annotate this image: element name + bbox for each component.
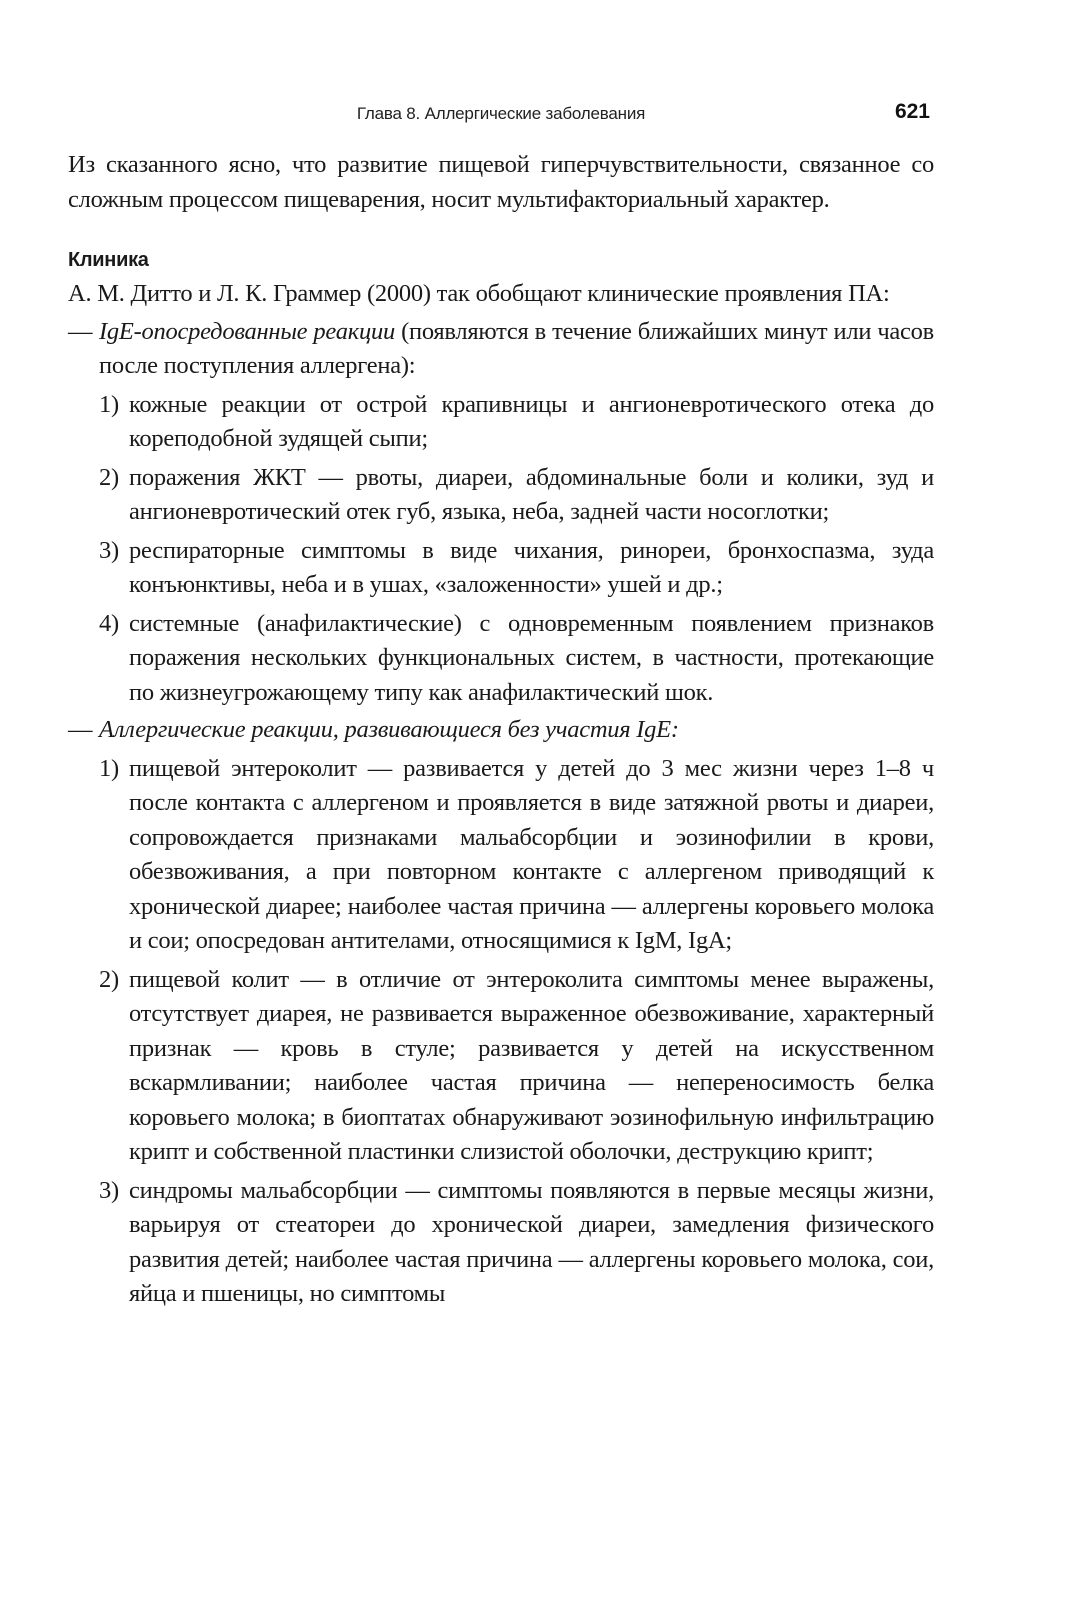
page-number: 621 xyxy=(894,100,930,123)
list-number: 3) xyxy=(99,536,119,564)
list-item xyxy=(68,607,934,711)
group-title-rest: (появляются в течение ближайших минут или часов после поступления аллергена): xyxy=(99,317,934,379)
list-text: системные (анафилактические) с одновременным появлением признаков поражения нескольких функциональных систем, в частности, протекающие по жизнеугрожающему типу как анафилактический шок. xyxy=(129,609,934,706)
page-body xyxy=(68,148,934,1312)
reaction-group-ige xyxy=(68,315,934,384)
section-heading: Клиника xyxy=(68,249,149,271)
reaction-group-non-ige xyxy=(68,713,934,748)
list-item xyxy=(68,388,934,457)
list-number: 4) xyxy=(99,609,119,637)
list-text: синдромы мальабсорбции — симптомы появляются в первые месяцы жизни, варьируя от стеатореи до хронической диареи, замедления физического развития детей; наиболее частая причина — аллергены коровьего молока, сои, яйца и пшеницы, но симптомы xyxy=(129,1176,934,1307)
list-number: 1) xyxy=(99,754,119,782)
list-item xyxy=(68,752,934,959)
list-number: 3) xyxy=(99,1176,119,1204)
list-text: пищевой колит — в отличие от энтероколита симптомы менее выражены, отсутствует диарея, не развивается выраженное обезвоживание, характерный признак — кровь в стуле; развивается у детей на искусственном вскармливании; наиболее частая причина — непереносимость белка коровьего молока; в биоптатах обнаруживают эозинофильную инфильтрацию крипт и собственной пластинки слизистой оболочки, деструкцию крипт; xyxy=(129,965,934,1165)
list-number: 2) xyxy=(99,463,119,491)
group-title: IgE-опосредованные реакции xyxy=(99,317,395,345)
running-title: Глава 8. Аллергические заболевания xyxy=(356,104,646,123)
list-number: 1) xyxy=(99,390,119,418)
list-item xyxy=(68,963,934,1170)
lead-paragraph: А. М. Дитто и Л. К. Граммер (2000) так обобщают клинические проявления ПА: xyxy=(68,280,890,307)
list-item xyxy=(68,461,934,530)
group-title: Аллергические реакции, развивающиеся без участия IgE: xyxy=(99,716,679,743)
page-header xyxy=(68,100,934,130)
list-text: респираторные симптомы в виде чихания, ринореи, бронхоспазма, зуда конъюнктивы, неба и в ушах, «заложенности» ушей и др.; xyxy=(129,536,934,598)
list-number: 2) xyxy=(99,965,119,993)
dash-marker: — xyxy=(68,716,93,743)
intro-paragraph: Из сказанного ясно, что развитие пищевой гиперчувствительности, связанное со сложным процессом пищеварения, носит мультифакториальный характер. xyxy=(68,151,934,213)
list-text: кожные реакции от острой крапивницы и ангионевротического отека до кореподобной зудящей сыпи; xyxy=(129,390,934,452)
list-item xyxy=(68,534,934,603)
list-text: поражения ЖКТ — рвоты, диареи, абдоминальные боли и колики, зуд и ангионевротический отек губ, языка, неба, задней части носоглотки; xyxy=(129,463,934,525)
list-text: пищевой энтероколит — развивается у детей до 3 мес жизни через 1–8 ч после контакта с аллергеном и проявляется в виде затяжной рвоты и диареи, сопровождается признаками мальабсорбции и эозинофилии в крови, обезвоживания, а при повторном контакте с аллергеном приводящий к хронической диарее; наиболее частая причина — аллергены коровьего молока и сои; опосредован антителами, относящимися к IgM, IgA; xyxy=(129,754,934,954)
dash-marker: — xyxy=(68,317,93,345)
list-item xyxy=(68,1174,934,1312)
